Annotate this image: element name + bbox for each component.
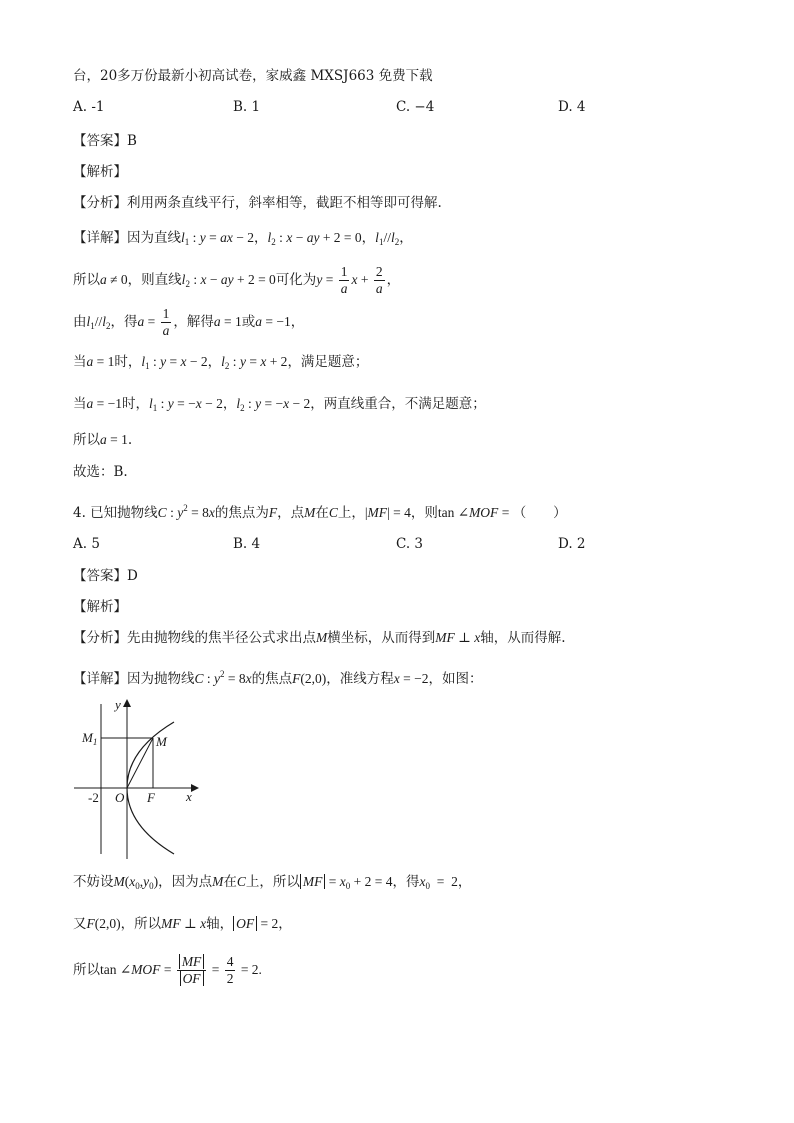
neg2-label: -2 [88,790,99,805]
m1-label: $M_1$ [82,730,98,747]
q4-fenxi: 【分析】先由抛物线的焦半径公式求出点M横坐标，从而得到MF ⊥ x轴，从而得解. [73,630,566,646]
parabola-figure [70,694,210,864]
q4-row-tan: 所以tan ∠MOF = $\frac{MF}{OF}$ = $\frac{4}{2}$ = 2. [73,954,262,986]
q4-option-d: D. 2 [558,536,586,552]
q3-option-a: A. -1 [73,99,105,115]
m-label: M [156,734,167,749]
q3-row-convert: 所以a ≠ 0，则直线$l_2$ : x − ay + 2 = 0可化为y = $\frac{1}{a}$ x + $\frac{2}{a}$ ， [73,264,401,296]
q4-option-b: B. 4 [233,536,261,552]
q4-stem: 4. 已知抛物线C : $y^2 = 8x$的焦点为F，点M在C上，|MF| = 4，则tan ∠MOF = （ ） [73,503,567,521]
f-label: F [147,790,155,805]
q4-row-f: 又F(2,0)，所以MF ⊥ x轴， OF = 2， [73,916,292,932]
q3-row-case1: 当a = 1时，$l_1$ : y = x − 2，$l_2$ : y = x + 2，满足题意； [73,354,369,371]
q3-choice: 故选：B. [73,464,128,480]
q3-answer: 【答案】B [73,133,137,149]
q3-row-result: 所以a = 1. [73,432,133,448]
y-label: y [115,697,121,712]
q3-detail-label: 【详解】因为直线 [73,230,181,246]
q3-option-c: C. −4 [396,99,435,115]
q3-fenxi: 【分析】利用两条直线平行，斜率相等，截距不相等即可得解. [73,195,442,211]
q3-option-d: D. 4 [558,99,586,115]
q4-detail: 【详解】因为抛物线C : $y^2 = 8x$的焦点F(2,0)，准线方程x = −2，如图： [73,669,483,687]
q4-analysis-label: 【解析】 [73,599,127,615]
q3-detail-line: 【详解】因为直线$l_1$ : y = ax − 2，$l_2$ : x − ay + 2 = 0，$l_1//l_2$， [73,230,413,247]
q4-option-c: C. 3 [396,536,424,552]
q4-option-a: A. 5 [73,536,100,552]
q4-answer: 【答案】D [73,568,138,584]
q3-analysis-label: 【解析】 [73,164,127,180]
q4-row-set: 不妨设$M(x_0,y_0)$，因为点M在C上，所以 MF = $x_0 + 2 = 4$，得$x_0 = 2$， [73,874,472,891]
x-label: x [186,789,192,804]
q3-option-b: B. 1 [233,99,261,115]
q3-row-case2: 当a = −1时，$l_1$ : y = −x − 2，$l_2$ : y = −x − 2，两直线重合，不满足题意； [73,396,486,413]
header-line: 台，20多万份最新小初高试卷，家威鑫 MXSJ663 免费下载 [73,68,433,84]
origin-label: O [115,790,125,805]
q3-row-solve: 由$l_1//l_2$，得a = $\frac{1}{a}$ ，解得a = 1或a = −1， [73,306,305,338]
om-segment [127,738,153,788]
